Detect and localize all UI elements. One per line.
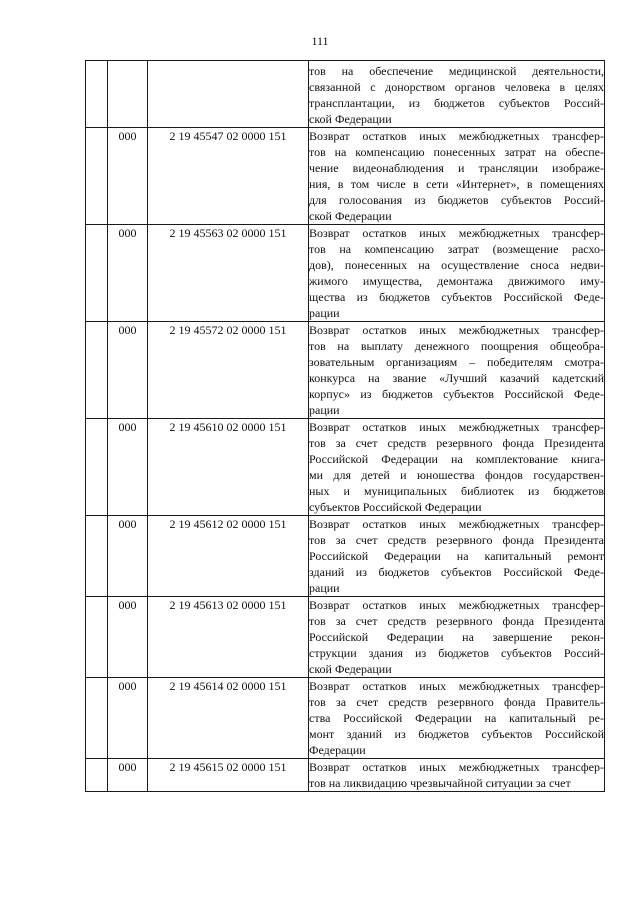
description-line: рации bbox=[309, 403, 340, 417]
description-line: субъектов Российской Федерации bbox=[309, 500, 482, 514]
table-row bbox=[86, 322, 605, 419]
description-line: щества из бюджетов субъектов Российской Феде- bbox=[309, 290, 604, 304]
table-row bbox=[86, 759, 605, 792]
blank-cell bbox=[86, 516, 108, 597]
admin-code-cell: 000 bbox=[108, 225, 148, 322]
budget-code-cell: 2 19 45615 02 0000 151 bbox=[148, 759, 309, 792]
description-cell bbox=[309, 516, 605, 597]
table-row bbox=[86, 61, 605, 128]
admin-code-cell: 000 bbox=[108, 128, 148, 225]
description-line: Возврат остатков иных межбюджетных трансфер- bbox=[309, 760, 604, 774]
blank-cell bbox=[86, 61, 108, 128]
budget-code-cell: 2 19 45547 02 0000 151 bbox=[148, 128, 309, 225]
description-line: тов за счет средств резервного фонда Президента bbox=[309, 614, 604, 628]
description-line: тов на ликвидацию чрезвычайной ситуации за счет bbox=[309, 776, 571, 790]
description-line: рации bbox=[309, 306, 340, 320]
admin-code-cell bbox=[108, 61, 148, 128]
description-line: тов за счет средств резервного фонда Правитель- bbox=[309, 695, 604, 709]
table-row bbox=[86, 516, 605, 597]
table-row bbox=[86, 597, 605, 678]
admin-code-cell: 000 bbox=[108, 419, 148, 516]
budget-classification-table bbox=[85, 60, 605, 792]
description-line: Федерации bbox=[309, 743, 366, 757]
description-cell bbox=[309, 419, 605, 516]
description-line: тов на выплату денежного поощрения общеобра- bbox=[309, 339, 604, 353]
description-line: зовательным организациям – победителям смотра- bbox=[309, 355, 604, 369]
description-line: тов за счет средств резервного фонда Президента bbox=[309, 533, 604, 547]
table-body bbox=[86, 61, 605, 792]
description-line: ных и муниципальных библиотек из бюджетов bbox=[309, 484, 604, 498]
description-line: струкции здания из бюджетов субъектов Россий- bbox=[309, 646, 604, 660]
description-line: связанной с донорством органов человека в целях bbox=[309, 80, 604, 94]
description-line: ния, в том числе в сети «Интернет», в помещениях bbox=[309, 177, 604, 191]
blank-cell bbox=[86, 759, 108, 792]
description-line: чение видеонаблюдения и трансляции изображе- bbox=[309, 161, 604, 175]
description-cell bbox=[309, 322, 605, 419]
description-line: тов на компенсацию затрат (возмещение расхо- bbox=[309, 242, 604, 256]
table-row bbox=[86, 419, 605, 516]
budget-code-cell: 2 19 45613 02 0000 151 bbox=[148, 597, 309, 678]
page-number: 111 bbox=[311, 34, 329, 48]
blank-cell bbox=[86, 322, 108, 419]
description-line: зданий из бюджетов субъектов Российской Феде- bbox=[309, 565, 604, 579]
description-line: Возврат остатков иных межбюджетных трансфер- bbox=[309, 517, 604, 531]
budget-code-cell: 2 19 45614 02 0000 151 bbox=[148, 678, 309, 759]
description-cell bbox=[309, 759, 605, 792]
description-line: ства Российской Федерации на капитальный ре- bbox=[309, 711, 604, 725]
description-line: монт зданий из бюджетов субъектов Российской bbox=[309, 727, 604, 741]
admin-code-cell: 000 bbox=[108, 678, 148, 759]
budget-code-cell: 2 19 45612 02 0000 151 bbox=[148, 516, 309, 597]
description-line: тов на компенсацию понесенных затрат на обеспе- bbox=[309, 145, 604, 159]
description-line: ской Федерации bbox=[309, 662, 392, 676]
description-line: Российской Федерации на завершение рекон- bbox=[309, 630, 604, 644]
admin-code-cell: 000 bbox=[108, 597, 148, 678]
description-line: тов за счет средств резервного фонда Президента bbox=[309, 436, 604, 450]
description-line: Возврат остатков иных межбюджетных трансфер- bbox=[309, 129, 604, 143]
description-line: ми для детей и юношества фондов государствен- bbox=[309, 468, 604, 482]
description-line: жимого имущества, демонтажа движимого иму- bbox=[309, 274, 604, 288]
table-row bbox=[86, 128, 605, 225]
description-line: Возврат остатков иных межбюджетных трансфер- bbox=[309, 323, 604, 337]
description-cell bbox=[309, 61, 605, 128]
description-line: Возврат остатков иных межбюджетных трансфер- bbox=[309, 679, 604, 693]
description-line: Российской Федерации на комплектование книга- bbox=[309, 452, 604, 466]
admin-code-cell: 000 bbox=[108, 759, 148, 792]
blank-cell bbox=[86, 128, 108, 225]
description-cell bbox=[309, 128, 605, 225]
blank-cell bbox=[86, 225, 108, 322]
description-line: Возврат остатков иных межбюджетных трансфер- bbox=[309, 598, 604, 612]
description-line: тов на обеспечение медицинской деятельности, bbox=[309, 64, 604, 78]
budget-code-cell: 2 19 45572 02 0000 151 bbox=[148, 322, 309, 419]
admin-code-cell: 000 bbox=[108, 516, 148, 597]
description-line: Возврат остатков иных межбюджетных трансфер- bbox=[309, 420, 604, 434]
description-line: рации bbox=[309, 581, 340, 595]
table-row bbox=[86, 225, 605, 322]
budget-code-cell bbox=[148, 61, 309, 128]
description-line: ской Федерации bbox=[309, 112, 392, 126]
blank-cell bbox=[86, 678, 108, 759]
description-cell bbox=[309, 597, 605, 678]
description-line: конкурса на звание «Лучший казачий кадетский bbox=[309, 371, 604, 385]
table-row bbox=[86, 678, 605, 759]
blank-cell bbox=[86, 419, 108, 516]
description-cell bbox=[309, 678, 605, 759]
blank-cell bbox=[86, 597, 108, 678]
description-cell bbox=[309, 225, 605, 322]
description-line: для голосования из бюджетов субъектов Россий- bbox=[309, 193, 604, 207]
description-line: дов), понесенных на осуществление сноса недви- bbox=[309, 258, 604, 272]
description-line: трансплантации, из бюджетов субъектов Россий- bbox=[309, 96, 604, 110]
description-line: Российской Федерации на капитальный ремонт bbox=[309, 549, 604, 563]
description-line: Возврат остатков иных межбюджетных трансфер- bbox=[309, 226, 604, 240]
budget-code-cell: 2 19 45610 02 0000 151 bbox=[148, 419, 309, 516]
budget-code-cell: 2 19 45563 02 0000 151 bbox=[148, 225, 309, 322]
admin-code-cell: 000 bbox=[108, 322, 148, 419]
description-line: ской Федерации bbox=[309, 209, 392, 223]
description-line: корпус» из бюджетов субъектов Российской Феде- bbox=[309, 387, 604, 401]
